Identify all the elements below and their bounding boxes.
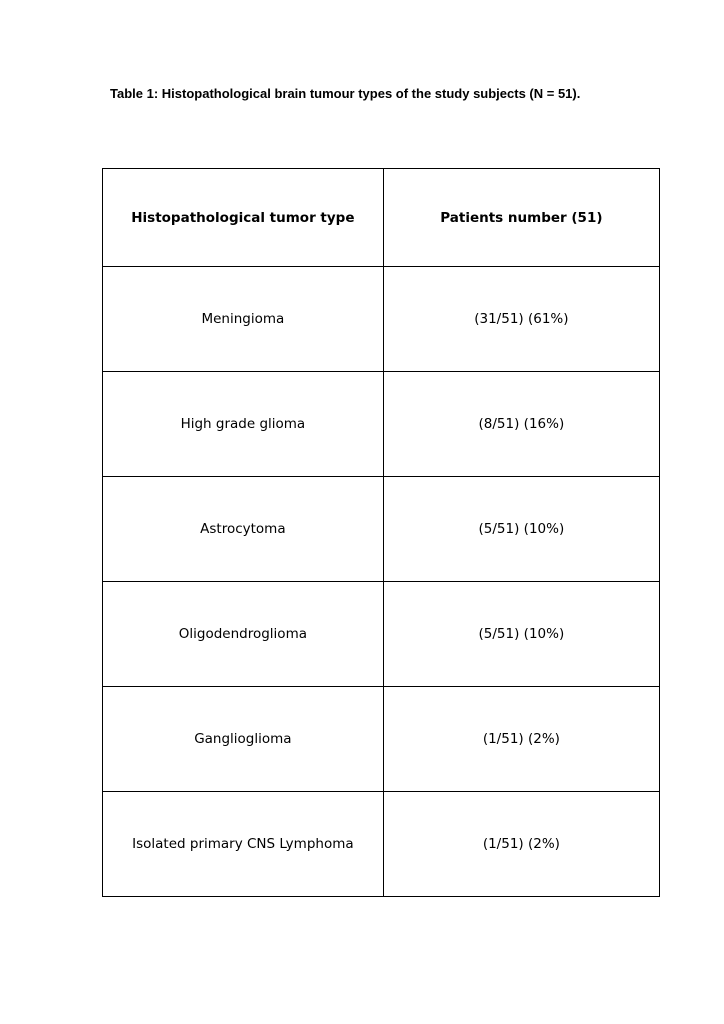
cell-tumor-type: Meningioma <box>103 267 384 372</box>
header-patients-number: Patients number (51) <box>383 169 659 267</box>
table-row <box>103 792 660 897</box>
table-header <box>103 169 660 267</box>
table-body <box>103 267 660 897</box>
table-row <box>103 582 660 687</box>
cell-tumor-type: Isolated primary CNS Lymphoma <box>103 792 384 897</box>
cell-patients-number: (31/51) (61%) <box>383 267 659 372</box>
cell-tumor-type: Astrocytoma <box>103 477 384 582</box>
cell-patients-number: (8/51) (16%) <box>383 372 659 477</box>
cell-tumor-type: Ganglioglioma <box>103 687 384 792</box>
table-row <box>103 687 660 792</box>
table-caption: Table 1: Histopathological brain tumour types of the study subjects (N = 51). <box>110 86 581 101</box>
table-row <box>103 477 660 582</box>
cell-patients-number: (1/51) (2%) <box>383 792 659 897</box>
tumour-types-table <box>102 168 660 897</box>
cell-patients-number: (5/51) (10%) <box>383 582 659 687</box>
cell-patients-number: (5/51) (10%) <box>383 477 659 582</box>
cell-tumor-type: High grade glioma <box>103 372 384 477</box>
table-row <box>103 267 660 372</box>
header-tumor-type: Histopathological tumor type <box>103 169 384 267</box>
header-row <box>103 169 660 267</box>
table-row <box>103 372 660 477</box>
cell-patients-number: (1/51) (2%) <box>383 687 659 792</box>
cell-tumor-type: Oligodendroglioma <box>103 582 384 687</box>
